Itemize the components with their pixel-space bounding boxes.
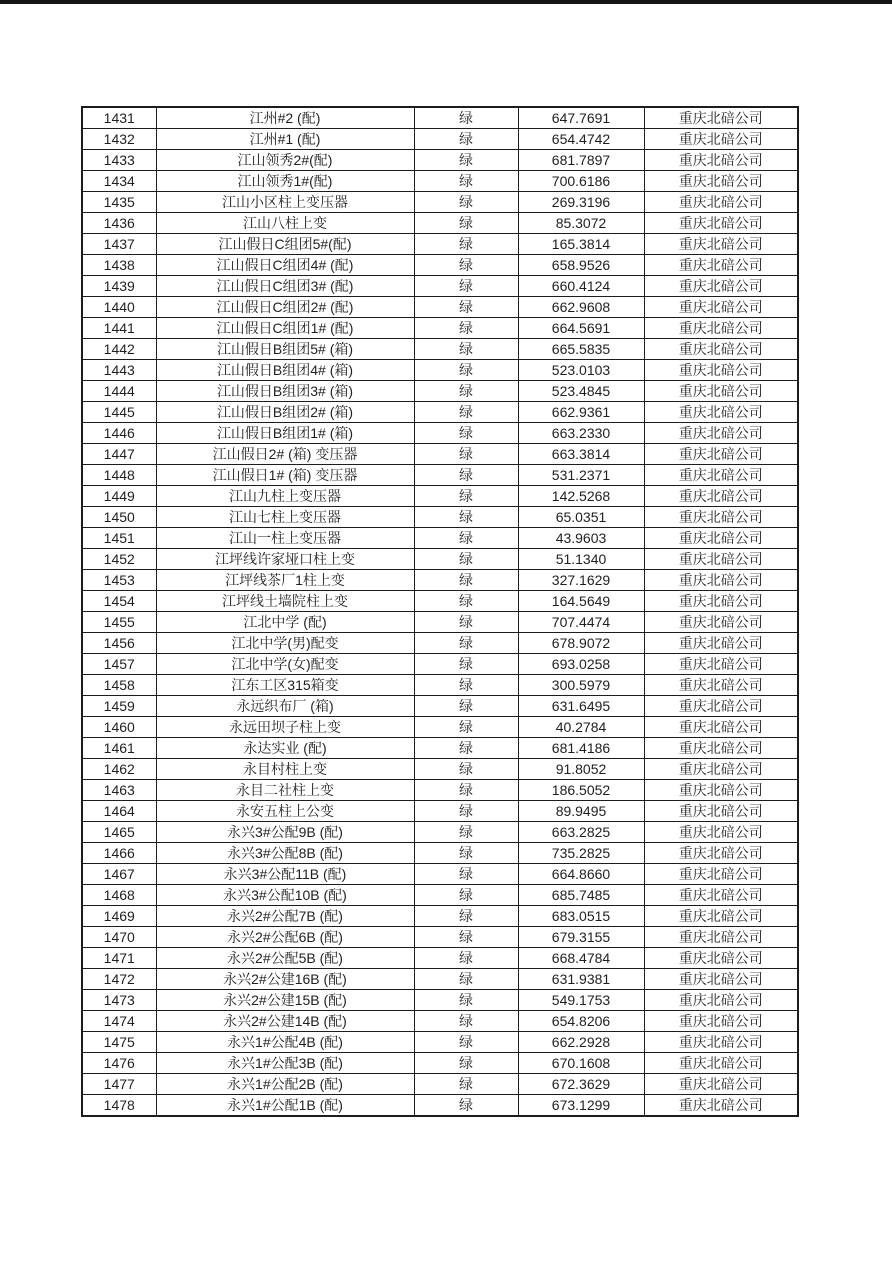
cell-name: 江山假日B组团5# (箱): [156, 339, 414, 360]
cell-company: 重庆北碚公司: [644, 297, 798, 318]
cell-id: 1450: [82, 507, 156, 528]
table-row: [82, 486, 798, 507]
table-row: [82, 675, 798, 696]
cell-company: 重庆北碚公司: [644, 360, 798, 381]
cell-id: 1435: [82, 192, 156, 213]
cell-name: 江山假日C组团3# (配): [156, 276, 414, 297]
table-row: [82, 276, 798, 297]
cell-name: 江山假日C组团1# (配): [156, 318, 414, 339]
cell-name: 江山领秀2#(配): [156, 150, 414, 171]
cell-value: 85.3072: [518, 213, 644, 234]
cell-company: 重庆北碚公司: [644, 591, 798, 612]
table-row: [82, 192, 798, 213]
cell-id: 1453: [82, 570, 156, 591]
cell-value: 668.4784: [518, 948, 644, 969]
cell-name: 江北中学(女)配变: [156, 654, 414, 675]
cell-status: 绿: [414, 801, 518, 822]
cell-value: 662.9608: [518, 297, 644, 318]
table-row: [82, 213, 798, 234]
cell-value: 664.8660: [518, 864, 644, 885]
cell-id: 1460: [82, 717, 156, 738]
cell-id: 1455: [82, 612, 156, 633]
cell-id: 1432: [82, 129, 156, 150]
cell-id: 1469: [82, 906, 156, 927]
cell-name: 江山假日B组团4# (箱): [156, 360, 414, 381]
cell-id: 1443: [82, 360, 156, 381]
cell-value: 164.5649: [518, 591, 644, 612]
table-row: [82, 948, 798, 969]
table-row: [82, 969, 798, 990]
cell-name: 江山假日1# (箱) 变压器: [156, 465, 414, 486]
cell-status: 绿: [414, 591, 518, 612]
cell-name: 永兴3#公配10B (配): [156, 885, 414, 906]
cell-status: 绿: [414, 843, 518, 864]
cell-id: 1474: [82, 1011, 156, 1032]
cell-value: 631.6495: [518, 696, 644, 717]
cell-status: 绿: [414, 1074, 518, 1095]
cell-value: 662.2928: [518, 1032, 644, 1053]
cell-name: 永兴1#公配4B (配): [156, 1032, 414, 1053]
cell-value: 663.2330: [518, 423, 644, 444]
cell-company: 重庆北碚公司: [644, 822, 798, 843]
cell-value: 269.3196: [518, 192, 644, 213]
cell-company: 重庆北碚公司: [644, 906, 798, 927]
cell-status: 绿: [414, 107, 518, 129]
cell-company: 重庆北碚公司: [644, 402, 798, 423]
table-row: [82, 129, 798, 150]
cell-status: 绿: [414, 927, 518, 948]
cell-name: 江北中学(男)配变: [156, 633, 414, 654]
cell-value: 693.0258: [518, 654, 644, 675]
cell-value: 89.9495: [518, 801, 644, 822]
table-body: [82, 107, 798, 1116]
cell-id: 1441: [82, 318, 156, 339]
cell-value: 735.2825: [518, 843, 644, 864]
cell-company: 重庆北碚公司: [644, 255, 798, 276]
cell-value: 670.1608: [518, 1053, 644, 1074]
cell-status: 绿: [414, 507, 518, 528]
cell-company: 重庆北碚公司: [644, 234, 798, 255]
cell-company: 重庆北碚公司: [644, 570, 798, 591]
cell-value: 707.4474: [518, 612, 644, 633]
cell-id: 1437: [82, 234, 156, 255]
cell-id: 1447: [82, 444, 156, 465]
cell-name: 永兴3#公配9B (配): [156, 822, 414, 843]
table-row: [82, 297, 798, 318]
cell-value: 327.1629: [518, 570, 644, 591]
cell-value: 658.9526: [518, 255, 644, 276]
cell-id: 1448: [82, 465, 156, 486]
cell-name: 永兴2#公建14B (配): [156, 1011, 414, 1032]
cell-status: 绿: [414, 1011, 518, 1032]
table-row: [82, 507, 798, 528]
table-row: [82, 465, 798, 486]
cell-value: 300.5979: [518, 675, 644, 696]
cell-company: 重庆北碚公司: [644, 990, 798, 1011]
table-row: [82, 1011, 798, 1032]
cell-name: 永达实业 (配): [156, 738, 414, 759]
cell-name: 永兴1#公配2B (配): [156, 1074, 414, 1095]
cell-name: 永目二社柱上变: [156, 780, 414, 801]
cell-value: 65.0351: [518, 507, 644, 528]
cell-value: 660.4124: [518, 276, 644, 297]
cell-status: 绿: [414, 486, 518, 507]
cell-status: 绿: [414, 381, 518, 402]
cell-company: 重庆北碚公司: [644, 675, 798, 696]
cell-value: 142.5268: [518, 486, 644, 507]
table-row: [82, 717, 798, 738]
cell-company: 重庆北碚公司: [644, 1011, 798, 1032]
cell-name: 永兴2#公建16B (配): [156, 969, 414, 990]
cell-company: 重庆北碚公司: [644, 948, 798, 969]
cell-id: 1465: [82, 822, 156, 843]
table-row: [82, 339, 798, 360]
cell-status: 绿: [414, 528, 518, 549]
table-row: [82, 633, 798, 654]
cell-id: 1440: [82, 297, 156, 318]
cell-company: 重庆北碚公司: [644, 107, 798, 129]
cell-name: 江州#2 (配): [156, 107, 414, 129]
cell-name: 江山假日2# (箱) 变压器: [156, 444, 414, 465]
table-row: [82, 360, 798, 381]
cell-status: 绿: [414, 990, 518, 1011]
table-row: [82, 885, 798, 906]
cell-company: 重庆北碚公司: [644, 339, 798, 360]
cell-status: 绿: [414, 1053, 518, 1074]
cell-id: 1463: [82, 780, 156, 801]
cell-status: 绿: [414, 612, 518, 633]
cell-status: 绿: [414, 780, 518, 801]
cell-name: 永目村柱上变: [156, 759, 414, 780]
table-row: [82, 654, 798, 675]
cell-status: 绿: [414, 465, 518, 486]
cell-name: 永兴2#公配7B (配): [156, 906, 414, 927]
cell-company: 重庆北碚公司: [644, 759, 798, 780]
cell-status: 绿: [414, 864, 518, 885]
cell-value: 654.8206: [518, 1011, 644, 1032]
cell-status: 绿: [414, 570, 518, 591]
cell-status: 绿: [414, 969, 518, 990]
cell-value: 523.4845: [518, 381, 644, 402]
cell-status: 绿: [414, 906, 518, 927]
table-row: [82, 402, 798, 423]
cell-company: 重庆北碚公司: [644, 129, 798, 150]
cell-name: 江北中学 (配): [156, 612, 414, 633]
table-row: [82, 234, 798, 255]
cell-value: 681.4186: [518, 738, 644, 759]
table-row: [82, 696, 798, 717]
cell-status: 绿: [414, 423, 518, 444]
table-row: [82, 843, 798, 864]
table-row: [82, 906, 798, 927]
cell-id: 1458: [82, 675, 156, 696]
cell-status: 绿: [414, 948, 518, 969]
cell-name: 永兴3#公配8B (配): [156, 843, 414, 864]
table-row: [82, 822, 798, 843]
cell-status: 绿: [414, 234, 518, 255]
cell-status: 绿: [414, 549, 518, 570]
cell-company: 重庆北碚公司: [644, 171, 798, 192]
cell-id: 1445: [82, 402, 156, 423]
cell-name: 永安五柱上公变: [156, 801, 414, 822]
cell-value: 91.8052: [518, 759, 644, 780]
table-row: [82, 150, 798, 171]
cell-company: 重庆北碚公司: [644, 927, 798, 948]
cell-company: 重庆北碚公司: [644, 486, 798, 507]
cell-company: 重庆北碚公司: [644, 801, 798, 822]
cell-id: 1449: [82, 486, 156, 507]
cell-name: 江州#1 (配): [156, 129, 414, 150]
cell-id: 1434: [82, 171, 156, 192]
table-row: [82, 1074, 798, 1095]
cell-status: 绿: [414, 717, 518, 738]
cell-status: 绿: [414, 633, 518, 654]
table-row: [82, 444, 798, 465]
cell-value: 685.7485: [518, 885, 644, 906]
cell-id: 1451: [82, 528, 156, 549]
cell-id: 1461: [82, 738, 156, 759]
cell-status: 绿: [414, 339, 518, 360]
cell-id: 1478: [82, 1095, 156, 1117]
cell-company: 重庆北碚公司: [644, 444, 798, 465]
cell-value: 531.2371: [518, 465, 644, 486]
table-row: [82, 1032, 798, 1053]
cell-company: 重庆北碚公司: [644, 381, 798, 402]
table-row: [82, 549, 798, 570]
cell-company: 重庆北碚公司: [644, 276, 798, 297]
cell-name: 永兴1#公配1B (配): [156, 1095, 414, 1117]
cell-id: 1436: [82, 213, 156, 234]
cell-id: 1477: [82, 1074, 156, 1095]
cell-id: 1473: [82, 990, 156, 1011]
cell-company: 重庆北碚公司: [644, 213, 798, 234]
cell-status: 绿: [414, 444, 518, 465]
cell-id: 1476: [82, 1053, 156, 1074]
cell-company: 重庆北碚公司: [644, 423, 798, 444]
table-row: [82, 423, 798, 444]
cell-name: 永兴2#公建15B (配): [156, 990, 414, 1011]
cell-status: 绿: [414, 276, 518, 297]
cell-id: 1433: [82, 150, 156, 171]
cell-company: 重庆北碚公司: [644, 528, 798, 549]
table-row: [82, 1053, 798, 1074]
cell-status: 绿: [414, 696, 518, 717]
cell-status: 绿: [414, 654, 518, 675]
cell-company: 重庆北碚公司: [644, 885, 798, 906]
cell-value: 679.3155: [518, 927, 644, 948]
cell-value: 186.5052: [518, 780, 644, 801]
cell-id: 1462: [82, 759, 156, 780]
cell-company: 重庆北碚公司: [644, 696, 798, 717]
cell-id: 1444: [82, 381, 156, 402]
cell-id: 1431: [82, 107, 156, 129]
table-row: [82, 381, 798, 402]
cell-name: 江山九柱上变压器: [156, 486, 414, 507]
cell-status: 绿: [414, 213, 518, 234]
table-row: [82, 990, 798, 1011]
cell-value: 665.5835: [518, 339, 644, 360]
table-row: [82, 570, 798, 591]
cell-company: 重庆北碚公司: [644, 318, 798, 339]
cell-name: 江山假日C组团4# (配): [156, 255, 414, 276]
table-row: [82, 780, 798, 801]
cell-value: 663.2825: [518, 822, 644, 843]
table-row: [82, 318, 798, 339]
cell-value: 700.6186: [518, 171, 644, 192]
table-row: [82, 759, 798, 780]
cell-name: 江山假日B组团3# (箱): [156, 381, 414, 402]
cell-value: 673.1299: [518, 1095, 644, 1117]
cell-status: 绿: [414, 822, 518, 843]
cell-name: 永兴2#公配5B (配): [156, 948, 414, 969]
cell-id: 1472: [82, 969, 156, 990]
cell-name: 永兴2#公配6B (配): [156, 927, 414, 948]
cell-status: 绿: [414, 318, 518, 339]
cell-id: 1446: [82, 423, 156, 444]
cell-company: 重庆北碚公司: [644, 507, 798, 528]
cell-id: 1454: [82, 591, 156, 612]
table-row: [82, 255, 798, 276]
cell-value: 662.9361: [518, 402, 644, 423]
cell-value: 165.3814: [518, 234, 644, 255]
cell-value: 40.2784: [518, 717, 644, 738]
table-row: [82, 612, 798, 633]
cell-id: 1439: [82, 276, 156, 297]
cell-name: 永兴3#公配11B (配): [156, 864, 414, 885]
cell-id: 1471: [82, 948, 156, 969]
cell-value: 678.9072: [518, 633, 644, 654]
table-row: [82, 591, 798, 612]
cell-name: 江山领秀1#(配): [156, 171, 414, 192]
cell-status: 绿: [414, 885, 518, 906]
cell-company: 重庆北碚公司: [644, 1095, 798, 1117]
cell-company: 重庆北碚公司: [644, 780, 798, 801]
cell-id: 1470: [82, 927, 156, 948]
cell-company: 重庆北碚公司: [644, 192, 798, 213]
cell-name: 江山假日C组团2# (配): [156, 297, 414, 318]
cell-id: 1468: [82, 885, 156, 906]
table-row: [82, 738, 798, 759]
cell-company: 重庆北碚公司: [644, 717, 798, 738]
cell-value: 523.0103: [518, 360, 644, 381]
cell-name: 江坪线茶厂1柱上变: [156, 570, 414, 591]
cell-status: 绿: [414, 129, 518, 150]
cell-name: 江山假日C组团5#(配): [156, 234, 414, 255]
cell-name: 江东工区315箱变: [156, 675, 414, 696]
cell-status: 绿: [414, 150, 518, 171]
cell-value: 549.1753: [518, 990, 644, 1011]
cell-name: 江山假日B组团2# (箱): [156, 402, 414, 423]
table-row: [82, 107, 798, 129]
cell-id: 1467: [82, 864, 156, 885]
table-row: [82, 801, 798, 822]
cell-status: 绿: [414, 738, 518, 759]
cell-value: 43.9603: [518, 528, 644, 549]
cell-id: 1456: [82, 633, 156, 654]
cell-company: 重庆北碚公司: [644, 1074, 798, 1095]
cell-value: 664.5691: [518, 318, 644, 339]
cell-name: 江坪线土墙院柱上变: [156, 591, 414, 612]
cell-name: 永远织布厂 (箱): [156, 696, 414, 717]
cell-status: 绿: [414, 1095, 518, 1117]
cell-company: 重庆北碚公司: [644, 1032, 798, 1053]
cell-status: 绿: [414, 1032, 518, 1053]
cell-value: 654.4742: [518, 129, 644, 150]
cell-status: 绿: [414, 171, 518, 192]
cell-id: 1466: [82, 843, 156, 864]
cell-company: 重庆北碚公司: [644, 150, 798, 171]
cell-company: 重庆北碚公司: [644, 864, 798, 885]
cell-name: 江山小区柱上变压器: [156, 192, 414, 213]
cell-value: 631.9381: [518, 969, 644, 990]
cell-status: 绿: [414, 255, 518, 276]
page-top-edge-bar: [0, 0, 892, 4]
cell-id: 1442: [82, 339, 156, 360]
cell-status: 绿: [414, 360, 518, 381]
cell-name: 江山八柱上变: [156, 213, 414, 234]
cell-value: 663.3814: [518, 444, 644, 465]
cell-status: 绿: [414, 297, 518, 318]
table-row: [82, 864, 798, 885]
cell-company: 重庆北碚公司: [644, 633, 798, 654]
cell-company: 重庆北碚公司: [644, 1053, 798, 1074]
cell-company: 重庆北碚公司: [644, 969, 798, 990]
cell-name: 江山七柱上变压器: [156, 507, 414, 528]
cell-name: 江山一柱上变压器: [156, 528, 414, 549]
cell-id: 1464: [82, 801, 156, 822]
cell-name: 江山假日B组团1# (箱): [156, 423, 414, 444]
cell-company: 重庆北碚公司: [644, 465, 798, 486]
cell-id: 1475: [82, 1032, 156, 1053]
cell-status: 绿: [414, 759, 518, 780]
cell-company: 重庆北碚公司: [644, 738, 798, 759]
table-row: [82, 927, 798, 948]
table-row: [82, 1095, 798, 1117]
table-row: [82, 171, 798, 192]
cell-id: 1457: [82, 654, 156, 675]
cell-value: 647.7691: [518, 107, 644, 129]
cell-value: 672.3629: [518, 1074, 644, 1095]
cell-value: 681.7897: [518, 150, 644, 171]
cell-status: 绿: [414, 402, 518, 423]
cell-status: 绿: [414, 675, 518, 696]
cell-company: 重庆北碚公司: [644, 612, 798, 633]
cell-company: 重庆北碚公司: [644, 843, 798, 864]
cell-name: 永兴1#公配3B (配): [156, 1053, 414, 1074]
cell-value: 683.0515: [518, 906, 644, 927]
cell-company: 重庆北碚公司: [644, 549, 798, 570]
table-row: [82, 528, 798, 549]
cell-id: 1459: [82, 696, 156, 717]
cell-id: 1452: [82, 549, 156, 570]
cell-company: 重庆北碚公司: [644, 654, 798, 675]
cell-value: 51.1340: [518, 549, 644, 570]
equipment-table: [81, 106, 799, 1117]
cell-id: 1438: [82, 255, 156, 276]
cell-name: 永远田坝子柱上变: [156, 717, 414, 738]
cell-name: 江坪线许家垭口柱上变: [156, 549, 414, 570]
cell-status: 绿: [414, 192, 518, 213]
